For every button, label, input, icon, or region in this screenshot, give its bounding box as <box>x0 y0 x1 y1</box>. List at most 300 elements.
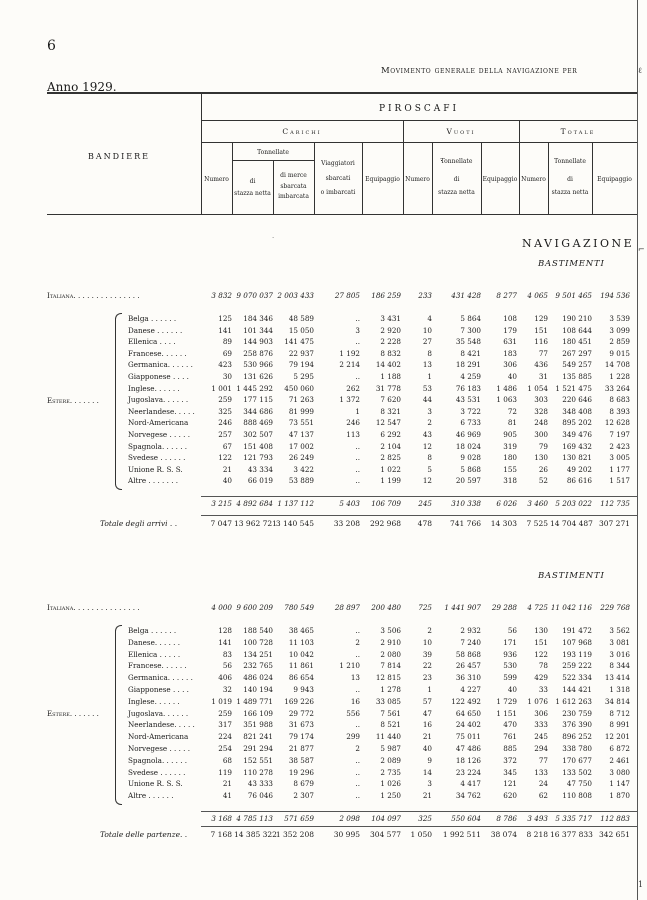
page-number: 6 <box>47 38 56 54</box>
table-cell: 130 821 <box>562 453 592 463</box>
header-top-rule <box>47 92 637 94</box>
row-label: Unione R. S. S. <box>128 779 183 789</box>
binding-mark: ℓ <box>638 66 642 75</box>
table-row <box>0 696 647 707</box>
table-cell: 896 252 <box>562 732 592 742</box>
table-cell: 13 414 <box>604 673 630 683</box>
table-cell: 19 296 <box>288 767 314 777</box>
table-cell: 2 735 <box>380 767 401 777</box>
table-cell: 62 <box>538 791 548 801</box>
table-cell: 180 <box>503 453 517 463</box>
table-cell: 151 408 <box>243 441 273 451</box>
viaggiatori-sbarcati-label: sbarcati <box>325 175 351 182</box>
table-cell: 36 310 <box>455 673 481 683</box>
table-cell: 5 403 <box>339 499 360 508</box>
table-cell: 134 251 <box>243 649 273 659</box>
table-cell: 53 889 <box>288 476 314 486</box>
table-cell: 372 <box>503 755 517 765</box>
table-cell: 895 202 <box>562 418 592 428</box>
table-cell: 3 431 <box>380 314 401 323</box>
binding-mark: ⌐ <box>638 245 645 254</box>
table-cell: 34 814 <box>604 696 630 706</box>
table-cell: 108 <box>503 314 517 323</box>
table-row <box>0 464 647 475</box>
table-row <box>0 313 647 324</box>
table-cell: 110 278 <box>243 767 273 777</box>
table-cell: 224 <box>218 732 232 742</box>
table-cell: 2 104 <box>380 441 401 451</box>
table-cell: 41 <box>222 791 232 801</box>
table-row <box>0 813 647 824</box>
table-cell: 1 352 208 <box>275 830 314 839</box>
table-cell: .. <box>355 791 360 801</box>
table-cell: 2 089 <box>380 755 401 765</box>
table-cell: 333 <box>534 720 548 730</box>
table-cell: 113 <box>346 430 360 439</box>
table-cell: 1 729 <box>496 696 517 706</box>
numero-header: Numero <box>204 176 229 183</box>
table-cell: 27 805 <box>334 291 360 300</box>
table-cell: 351 988 <box>243 720 273 730</box>
table-cell: 888 469 <box>243 418 273 428</box>
table-cell: 144 421 <box>562 685 592 694</box>
table-cell: 151 <box>534 637 548 647</box>
table-cell: 3 <box>427 406 432 416</box>
table-cell: 18 126 <box>455 755 481 765</box>
table-cell: .. <box>355 626 360 635</box>
table-cell: 180 451 <box>562 337 592 347</box>
table-cell: 328 <box>534 406 548 416</box>
table-cell: 2 080 <box>380 649 401 659</box>
row-label: Norvegese . . . . . <box>128 430 191 439</box>
stazza-di-label: di <box>453 176 460 183</box>
table-cell: 5 295 <box>293 372 314 381</box>
table-cell: 107 968 <box>562 637 592 647</box>
table-cell: 66 019 <box>247 476 273 486</box>
tonnellate-header: Tonnellate <box>440 158 473 165</box>
table-cell: 431 428 <box>451 291 481 300</box>
table-row <box>0 829 647 840</box>
table-cell: 4 227 <box>460 685 481 694</box>
table-cell: 52 <box>538 476 548 486</box>
table-cell: .. <box>355 314 360 323</box>
table-cell: 190 210 <box>562 314 592 323</box>
table-cell: 7 168 <box>210 830 232 839</box>
table-cell: 40 <box>507 372 517 381</box>
row-label: Francese. . . . . . <box>128 348 187 358</box>
table-row <box>0 790 647 801</box>
table-row <box>0 371 647 382</box>
table-cell: 57 <box>422 696 432 706</box>
table-cell: 338 780 <box>562 744 592 753</box>
table-row <box>0 383 647 394</box>
table-cell: 38 074 <box>490 830 517 839</box>
table-cell: 128 <box>218 626 232 635</box>
row-label: Ellenica . . . . <box>128 337 176 347</box>
table-cell: 2 <box>427 626 432 635</box>
totale-header: Totale <box>560 127 596 136</box>
table-cell: 1 318 <box>609 685 630 694</box>
table-cell: 104 097 <box>371 814 401 823</box>
row-label: Neerlandese. . . . . <box>128 406 195 416</box>
table-cell: 186 259 <box>371 291 401 300</box>
table-cell: 306 <box>534 708 548 718</box>
table-cell: 7 525 <box>526 519 548 528</box>
table-cell: 3 080 <box>609 767 630 777</box>
table-cell: 1 050 <box>410 830 432 839</box>
table-cell: 21 877 <box>288 744 314 753</box>
table-cell: 32 <box>222 685 232 694</box>
table-cell: 200 480 <box>371 603 401 612</box>
table-cell: 300 <box>534 430 548 439</box>
table-cell: 83 <box>222 649 232 659</box>
table-row <box>0 325 647 336</box>
table-cell: 936 <box>503 649 517 659</box>
table-cell: 23 <box>422 673 432 683</box>
table-cell: 1 192 <box>339 348 360 358</box>
table-cell: 155 <box>503 464 517 474</box>
table-cell: 259 222 <box>562 661 592 671</box>
table-cell: 9 <box>427 755 432 765</box>
table-cell: 76 183 <box>455 383 481 393</box>
table-cell: 21 <box>422 732 432 742</box>
table-cell: 1 486 <box>496 383 517 393</box>
table-cell: 121 <box>503 779 517 789</box>
table-cell: 423 <box>218 360 232 370</box>
table-cell: 122 <box>218 453 232 463</box>
table-cell: 191 472 <box>562 626 592 635</box>
row-label: Germanica. . . . . . <box>128 673 193 683</box>
table-cell: 2 859 <box>609 337 630 347</box>
table-cell: 1 210 <box>339 661 360 671</box>
row-label: Unione R. S. S. <box>128 464 183 474</box>
stazza-netta-label: stazza netta <box>551 189 589 196</box>
table-cell: 1 445 292 <box>236 383 273 393</box>
table-cell: 1 137 112 <box>277 499 314 508</box>
table-cell: .. <box>355 372 360 381</box>
estere-label-arrivi: Estere. . . . . . . <box>47 397 99 405</box>
table-row <box>0 708 647 719</box>
table-cell: 344 686 <box>243 406 273 416</box>
table-cell: 248 <box>534 418 548 428</box>
table-cell: 152 551 <box>243 755 273 765</box>
table-cell: 27 <box>422 337 432 347</box>
total-rule <box>201 515 637 516</box>
table-cell: 2 307 <box>293 791 314 801</box>
table-cell: 1 054 <box>527 383 548 393</box>
header-rule <box>201 120 637 121</box>
table-cell: 144 903 <box>243 337 273 347</box>
table-cell: 348 408 <box>562 406 592 416</box>
table-cell: 29 288 <box>491 603 517 612</box>
table-cell: 1 278 <box>380 685 401 694</box>
table-cell: 33 264 <box>604 383 630 393</box>
table-cell: .. <box>355 720 360 730</box>
table-cell: 3 016 <box>609 649 630 659</box>
table-cell: 14 385 322 <box>234 830 277 839</box>
table-cell: 8 393 <box>609 406 630 416</box>
table-cell: 12 815 <box>375 673 401 683</box>
numero-header: Numero <box>405 176 430 183</box>
table-cell: 8 218 <box>526 830 548 839</box>
table-cell: 33 208 <box>333 519 360 528</box>
table-cell: 10 <box>422 637 432 647</box>
table-cell: 35 548 <box>455 337 481 347</box>
table-cell: 47 <box>422 708 432 718</box>
table-cell: .. <box>355 337 360 347</box>
table-cell: 4 <box>427 314 432 323</box>
table-cell: 8 786 <box>496 814 517 823</box>
table-cell: 3 539 <box>609 314 630 323</box>
table-row <box>0 660 647 671</box>
running-title: Movimento generale della navigazione per <box>381 66 578 76</box>
table-cell: 1 521 475 <box>555 383 592 393</box>
table-cell: 8 <box>427 348 432 358</box>
table-row <box>0 336 647 347</box>
table-cell: 631 <box>503 337 517 347</box>
table-cell: 193 119 <box>562 649 592 659</box>
total-rule <box>201 826 637 827</box>
table-cell: 2 920 <box>380 325 401 335</box>
table-cell: 1 199 <box>380 476 401 486</box>
table-cell: 14 708 <box>604 360 630 370</box>
table-cell: 10 042 <box>288 649 314 659</box>
table-cell: 3 722 <box>460 406 481 416</box>
table-cell: .. <box>355 779 360 789</box>
table-cell: 267 297 <box>562 348 592 358</box>
table-cell: 571 659 <box>284 814 314 823</box>
table-cell: 183 <box>503 348 517 358</box>
table-cell: 76 046 <box>247 791 273 801</box>
table-cell: 1 022 <box>380 464 401 474</box>
table-cell: 3 099 <box>609 325 630 335</box>
table-cell: 599 <box>503 673 517 683</box>
table-cell: 11 103 <box>288 637 314 647</box>
table-cell: 86 654 <box>288 673 314 683</box>
table-cell: 12 547 <box>375 418 401 428</box>
table-cell: 108 644 <box>562 325 592 335</box>
table-cell: 69 <box>222 348 232 358</box>
table-cell: .. <box>355 476 360 486</box>
table-cell: 16 <box>350 696 360 706</box>
table-cell: 245 <box>534 732 548 742</box>
table-cell: 1 489 771 <box>236 696 273 706</box>
table-cell: 6 292 <box>380 430 401 439</box>
stazza-netta-label: stazza netta <box>438 189 475 196</box>
table-cell: 429 <box>534 673 548 683</box>
table-cell: 2 932 <box>460 626 481 635</box>
table-cell: 10 <box>422 325 432 335</box>
table-cell: 119 <box>218 767 232 777</box>
table-cell: 2 003 433 <box>277 291 314 300</box>
table-cell: 741 766 <box>449 519 481 528</box>
table-cell: 40 <box>507 685 517 694</box>
table-cell: 3 005 <box>609 453 630 463</box>
table-cell: 1 <box>355 406 360 416</box>
table-cell: 170 677 <box>562 755 592 765</box>
table-cell: 89 <box>222 337 232 347</box>
table-cell: 18 291 <box>455 360 481 370</box>
table-cell: 8 832 <box>380 348 401 358</box>
table-cell: 1 <box>427 685 432 694</box>
table-row <box>0 475 647 486</box>
table-cell: 7 047 <box>210 519 232 528</box>
table-cell: .. <box>355 755 360 765</box>
stazza-di-label: di <box>249 178 256 185</box>
table-cell: 47 750 <box>566 779 592 789</box>
table-cell: 56 <box>222 661 232 671</box>
table-cell: 125 <box>218 314 232 323</box>
table-cell: 3 215 <box>211 499 232 508</box>
table-cell: 16 377 833 <box>550 830 593 839</box>
table-cell: 4 785 113 <box>236 814 273 823</box>
table-cell: 262 <box>346 383 360 393</box>
row-label: Nord-Americana <box>128 418 189 428</box>
table-cell: 116 <box>534 337 548 347</box>
table-cell: 75 011 <box>455 732 481 742</box>
table-row <box>0 441 647 452</box>
table-row <box>0 348 647 359</box>
table-cell: 450 060 <box>284 383 314 393</box>
table-cell: 4 417 <box>460 779 481 789</box>
table-cell: 1 001 <box>211 383 232 393</box>
table-cell: 43 <box>422 430 432 439</box>
table-cell: 43 333 <box>247 779 273 789</box>
row-label: Norvegese . . . . . <box>128 744 191 753</box>
table-cell: 31 <box>538 372 548 381</box>
table-cell: 30 <box>222 372 232 381</box>
piroscafi-header: PIROSCAFI <box>378 104 460 114</box>
table-cell: 229 768 <box>600 603 630 612</box>
table-cell: 166 109 <box>243 708 273 718</box>
header-bottom-rule <box>47 214 637 215</box>
equipaggio-header: Equipaggio <box>482 176 518 183</box>
table-cell: 1 151 <box>496 708 517 718</box>
table-cell: 1 026 <box>380 779 401 789</box>
table-cell: 5 987 <box>380 744 401 753</box>
table-cell: 18 024 <box>455 441 481 451</box>
table-cell: 77 <box>538 348 548 358</box>
table-cell: 4 065 <box>527 291 548 300</box>
table-cell: 3 <box>427 779 432 789</box>
table-cell: 106 709 <box>371 499 401 508</box>
table-cell: 140 194 <box>243 685 273 694</box>
table-cell: 1 063 <box>496 395 517 405</box>
table-cell: 133 502 <box>562 767 592 777</box>
table-cell: 556 <box>346 708 360 718</box>
table-cell: 1 517 <box>609 476 630 486</box>
table-cell: 73 551 <box>288 418 314 428</box>
table-cell: 130 <box>534 626 548 635</box>
table-cell: 780 549 <box>284 603 314 612</box>
table-cell: 71 263 <box>288 395 314 405</box>
table-cell: 1 019 <box>211 696 232 706</box>
table-cell: 220 646 <box>562 395 592 405</box>
table-cell: 129 <box>534 314 548 323</box>
table-cell: 12 628 <box>604 418 630 428</box>
table-cell: 8 277 <box>496 291 517 300</box>
table-cell: 2 910 <box>380 637 401 647</box>
table-cell: 67 <box>222 441 232 451</box>
table-cell: 5 <box>427 464 432 474</box>
table-cell: 14 402 <box>375 360 401 370</box>
table-cell: 317 <box>218 720 232 730</box>
table-cell: 3 832 <box>211 291 232 300</box>
table-cell: 246 <box>346 418 360 428</box>
table-row <box>0 452 647 463</box>
row-label: Francese. . . . . . <box>128 661 187 671</box>
table-cell: 64 650 <box>455 708 481 718</box>
table-cell: 406 <box>218 673 232 683</box>
table-cell: 72 <box>507 406 517 416</box>
row-label: Jugoslava. . . . . . <box>128 708 189 718</box>
table-cell: 1 147 <box>609 779 630 789</box>
table-cell: 325 <box>418 814 432 823</box>
table-cell: 29 772 <box>288 708 314 718</box>
table-cell: 1 188 <box>380 372 401 381</box>
tonnellate-header: Tonnellate <box>257 149 289 156</box>
table-cell: 141 475 <box>284 337 314 347</box>
table-cell: 44 <box>422 395 432 405</box>
table-cell: 1 076 <box>527 696 548 706</box>
table-cell: 376 390 <box>562 720 592 730</box>
row-label: Spagnola. . . . . . <box>128 755 188 765</box>
table-row <box>0 731 647 742</box>
table-cell: 4 259 <box>460 372 481 381</box>
table-cell: 530 966 <box>243 360 273 370</box>
table-cell: 478 <box>417 519 432 528</box>
table-cell: 8 344 <box>609 661 630 671</box>
table-cell: 110 808 <box>562 791 592 801</box>
table-cell: 2 423 <box>609 441 630 451</box>
table-cell: 9 028 <box>460 453 481 463</box>
table-cell: 11 440 <box>375 732 401 742</box>
table-cell: 342 651 <box>598 830 630 839</box>
table-cell: 310 338 <box>451 499 481 508</box>
table-cell: 549 257 <box>562 360 592 370</box>
table-cell: 6 026 <box>496 499 517 508</box>
table-cell: 1 <box>427 372 432 381</box>
row-label: Giapponese . . . . <box>128 372 189 381</box>
merce-sbarcata-label: sbarcata <box>280 183 307 190</box>
table-cell: 68 <box>222 755 232 765</box>
table-row <box>0 719 647 730</box>
table-cell: 345 <box>503 767 517 777</box>
table-cell: 6 733 <box>460 418 481 428</box>
subtotal-rule <box>201 496 637 497</box>
table-cell: 81 999 <box>288 406 314 416</box>
table-cell: 40 <box>222 476 232 486</box>
table-cell: 1 228 <box>609 372 630 381</box>
table-cell: 349 476 <box>562 430 592 439</box>
table-cell: 11 042 116 <box>550 603 592 612</box>
table-cell: 58 868 <box>455 649 481 659</box>
table-cell: 8 991 <box>609 720 630 730</box>
table-cell: 31 673 <box>288 720 314 730</box>
table-row <box>0 406 647 417</box>
table-cell: .. <box>355 649 360 659</box>
table-cell: 184 346 <box>243 314 273 323</box>
table-cell: 245 <box>418 499 432 508</box>
table-cell: 2 461 <box>609 755 630 765</box>
table-cell: 26 <box>538 464 548 474</box>
table-cell: 179 <box>503 325 517 335</box>
table-cell: 141 <box>218 637 232 647</box>
table-cell: 39 <box>422 649 432 659</box>
table-cell: 254 <box>218 744 232 753</box>
table-row <box>0 649 647 660</box>
table-cell: 9 070 037 <box>236 291 273 300</box>
